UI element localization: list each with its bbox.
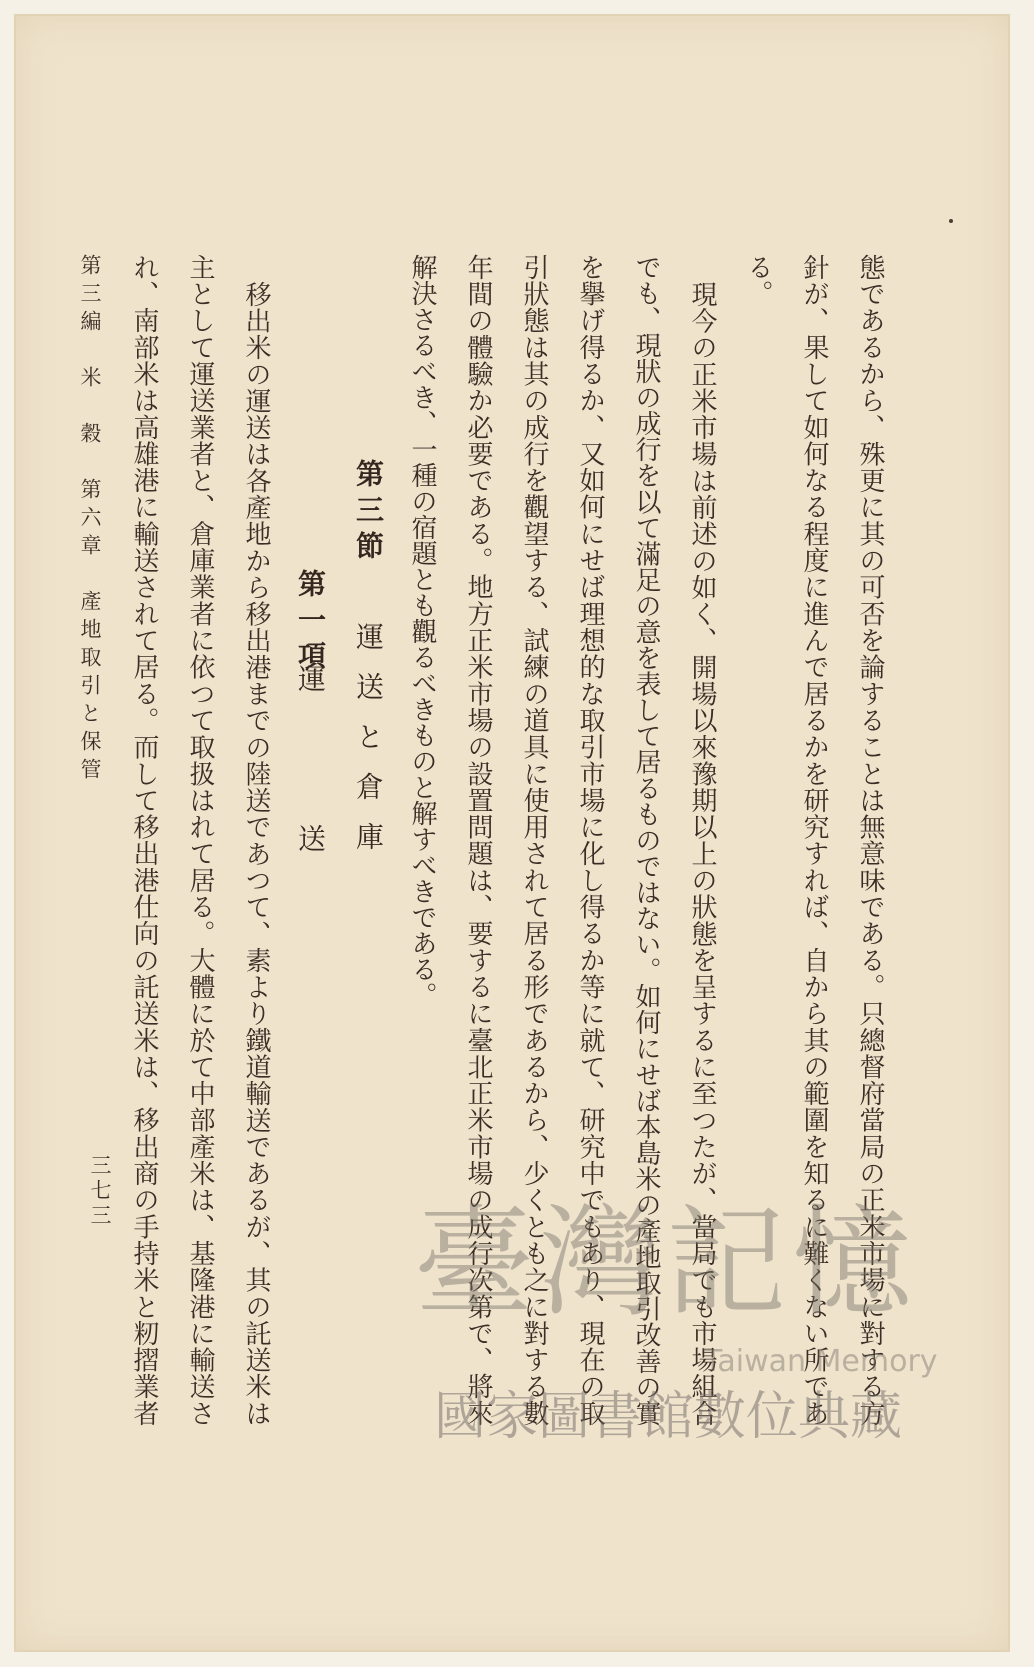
- text-column-paragraph-start: 移出米の運送は各產地から移出港までの陸送であつて、素より鐵道輸送であるが、其の託送米は: [241, 281, 271, 1426]
- text-column: 針が、果して如何なる程度に進んで居るかを研究すれば、自から其の範圍を知るに難くない所であ: [799, 254, 829, 1426]
- text-column: を擧げ得るか、又如何にせば理想的な取引市場に化し得るか等に就て、研究中でもあり、現在の取: [575, 254, 605, 1426]
- section-number: 第三節: [352, 459, 385, 567]
- subsection-number: 第一項: [294, 569, 327, 677]
- text-column: でも、現狀の成行を以て滿足の意を表して居るものではない。如何にせば本島米の產地取引改善の實: [631, 254, 661, 1426]
- running-head: 第三編 米 穀 第六章 產地取引と保管: [78, 254, 102, 786]
- text-column: 態であるから、殊更に其の可否を論することは無意味である。只總督府當局の正米市場に對する方: [855, 254, 885, 1426]
- text-column: 引狀態は其の成行を觀望する、試練の道具に使用されて居る形であるから、少くとも之に對する數: [519, 254, 549, 1426]
- watermark-institution: 國家圖書館數位典藏: [434, 1387, 903, 1447]
- ink-speck: [949, 219, 953, 223]
- text-column-paragraph-start: 現今の正米市場は前述の如く、開場以來豫期以上の狀態を呈するに至つたが、當局でも市場組合: [687, 281, 717, 1426]
- section-title: 運送と倉庫: [352, 622, 385, 872]
- watermark-title: 臺灣記憶: [414, 1194, 918, 1333]
- subsection-title: 運送: [294, 664, 327, 984]
- text-column: 年間の體驗か必要である。地方正米市場の設置問題は、要するに臺北正米市場の成行次第で、將來: [463, 254, 493, 1426]
- page-number: 三七三: [88, 1154, 112, 1229]
- text-column: 主として運送業者と、倉庫業者に依つて取扱はれて居る。大體に於て中部產米は、基隆港に輸送さ: [185, 254, 215, 1426]
- text-column: る。: [743, 254, 773, 306]
- watermark-subtitle: Taiwan Memory: [704, 1344, 938, 1379]
- text-column: れ、南部米は高雄港に輸送されて居る。而して移出港仕向の託送米は、移出商の手持米と籾摺業者: [129, 254, 159, 1426]
- text-column: 解決さるべき、一種の宿題とも觀るべきものと解すべきである。: [407, 254, 437, 1008]
- scanned-page: [14, 14, 1010, 1652]
